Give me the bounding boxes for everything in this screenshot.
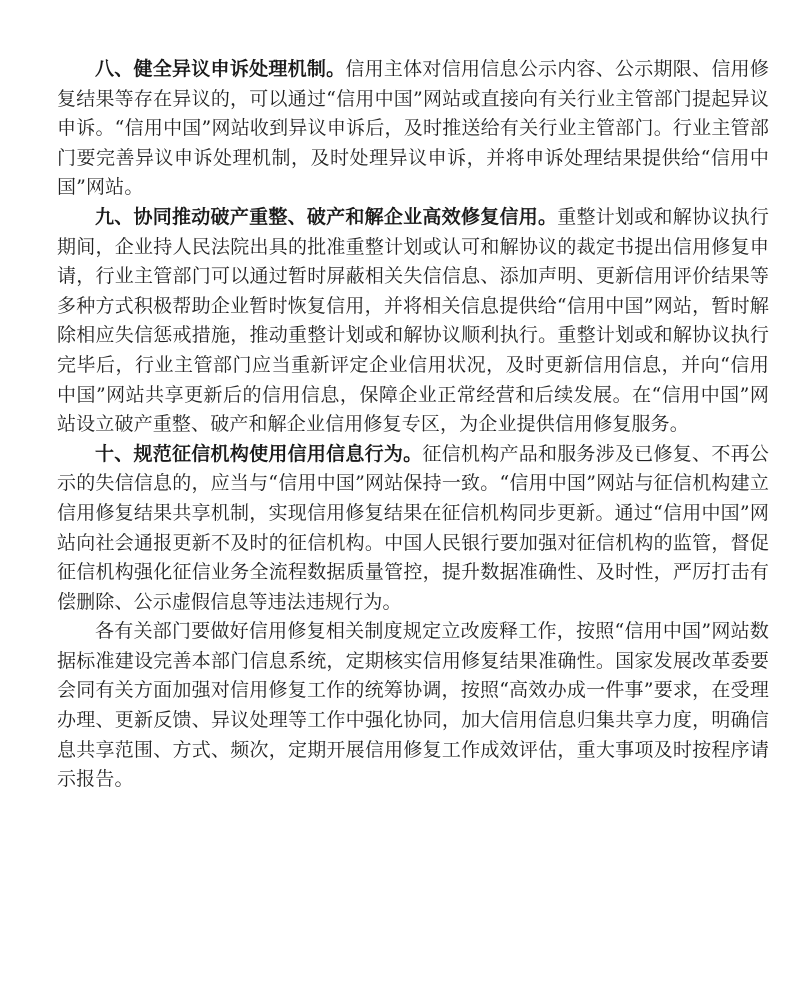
paragraph-8 xyxy=(57,55,769,203)
paragraph-10 xyxy=(57,440,769,618)
paragraph-9-text: 重整计划或和解协议执行期间，企业持人民法院出具的批准重整计划或认可和解协议的裁定书提出信用修复申请，行业主管部门可以通过暂时屏蔽相关失信信息、添加声明、更新信用评价结果等多种方式积极帮助企业暂时恢复信用，并将相关信息提供给“信用中国”网站，暂时解除相应失信惩戒措施，推动重整计划或和解协议顺利执行。重整计划或和解协议执行完毕后，行业主管部门应当重新评定企业信用状况，及时更新信用信息，并向“信用中国”网站共享更新后的信用信息，保障企业正常经营和后续发展。在“信用中国”网站设立破产重整、破产和解企业信用修复专区，为企业提供信用修复服务。 xyxy=(57,205,769,436)
paragraph-9 xyxy=(57,203,769,440)
paragraph-10-heading: 十、规范征信机构使用信用信息行为。 xyxy=(95,442,423,465)
paragraph-8-text: 信用主体对信用信息公示内容、公示期限、信用修复结果等存在异议的，可以通过“信用中国”网站或直接向有关行业主管部门提起异议申诉。“信用中国”网站收到异议申诉后，及时推送给有关行业主管部门。行业主管部门要完善异议申诉处理机制，及时处理异议申诉，并将申诉处理结果提供给“信用中国”网站。 xyxy=(57,58,769,199)
paragraph-8-heading: 八、健全异议申诉处理机制。 xyxy=(95,58,346,80)
document-body xyxy=(57,55,769,795)
paragraph-closing xyxy=(57,617,769,795)
paragraph-9-heading: 九、协同推动破产重整、破产和解企业高效修复信用。 xyxy=(95,205,558,228)
paragraph-10-text: 征信机构产品和服务涉及已修复、不再公示的失信信息的，应当与“信用中国”网站保持一致。“信用中国”网站与征信机构建立信用修复结果共享机制，实现信用修复结果在征信机构同步更新。通过“信用中国”网站向社会通报更新不及时的征信机构。中国人民银行要加强对征信机构的监管，督促征信机构强化征信业务全流程数据质量管控，提升数据准确性、及时性，严厉打击有偿删除、公示虚假信息等违法违规行为。 xyxy=(57,442,769,613)
paragraph-closing-text: 各有关部门要做好信用修复相关制度规定立改废释工作，按照“信用中国”网站数据标准建设完善本部门信息系统，定期核实信用修复结果准确性。国家发展改革委要会同有关方面加强对信用修复工作的统筹协调，按照“高效办成一件事”要求，在受理办理、更新反馈、异议处理等工作中强化协同，加大信用信息归集共享力度，明确信息共享范围、方式、频次，定期开展信用修复工作成效评估，重大事项及时按程序请示报告。 xyxy=(57,620,769,791)
